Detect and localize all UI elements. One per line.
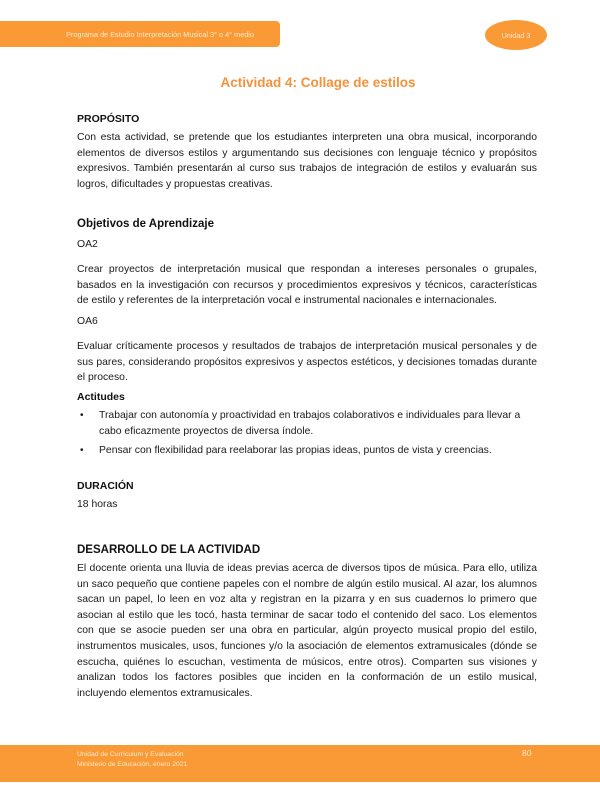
actitud-text: Trabajar con autonomía y proactividad en trabajos colaborativos e individuales para llevar a cabo eficazmente proyectos de diversa índole. — [99, 410, 521, 437]
footer-line-2: Ministerio de Educación, enero 2021 — [77, 761, 188, 768]
desarrollo-heading: DESARROLLO DE LA ACTIVIDAD — [77, 544, 261, 556]
bullet-icon: • — [80, 445, 84, 457]
footer-line-1: Unidad de Currículum y Evaluación — [77, 751, 184, 758]
proposito-text: Con esta actividad, se pretende que los estudiantes interpreten una obra musical, incorporando elementos de diversos estilos y argumentando sus decisiones con lenguaje técnico y propósitos expresivos. También presentarán al curso sus trabajos de integración de estilos y evaluarán sus logros, dificultades y propuestas creativas. — [77, 132, 537, 190]
bullet-icon: • — [80, 410, 84, 421]
list-item — [77, 443, 537, 459]
page-title: Actividad 4: Collage de estilos — [220, 75, 416, 90]
oa6-code: OA6 — [77, 316, 98, 327]
oa6-text: Evaluar críticamente procesos y resultados de trabajos de interpretación musical personales y de sus pares, considerando propósitos expresivos y aspectos estéticos, y decisiones tomadas durante el proceso. — [77, 341, 537, 384]
duracion-value: 18 horas — [77, 499, 118, 510]
program-title: Programa de Estudio Interpretación Musical 3° o 4° medio — [66, 29, 254, 39]
oa2-code: OA2 — [77, 239, 98, 250]
footer-bar — [0, 745, 600, 782]
unit-badge — [485, 20, 547, 50]
proposito-heading: PROPÓSITO — [77, 113, 140, 125]
actitudes-list — [77, 408, 537, 463]
duracion-heading: DURACIÓN — [77, 480, 134, 492]
footer-credits — [77, 750, 187, 770]
objetivos-heading: Objetivos de Aprendizaje — [77, 218, 214, 230]
list-item — [77, 408, 537, 439]
actitudes-heading: Actitudes — [77, 391, 125, 403]
desarrollo-text: El docente orienta una lluvia de ideas previas acerca de diversos tipos de música. Para ello, utiliza un saco pequeño que contiene papeles con el nombre de algún estilo musical. Al azar, los alumnos sacan un papel, lo leen en voz alta y registran en la pizarra y en sus cuadernos lo primero que asocian al estilo que les tocó, hasta terminar de sacar todo el contenido del saco. Los elementos con que se asocie pueden ser una obra en particular, algún proyecto musical propio del estilo, instrumentos musicales, usos, funciones y/o la asociación de elementos extramusicales (dónde se escucha, quiénes lo escuchan, vestimenta de músicos, entre otros). Comparten sus visiones y analizan todos los factores posibles que inciden en la conformación de un estilo musical, incluyendo elementos extramusicales. — [77, 563, 537, 699]
unit-badge-label: Unidad 3 — [501, 30, 531, 40]
page-number: 80 — [522, 748, 532, 758]
oa2-text: Crear proyectos de interpretación musical que respondan a intereses personales o grupales, basados en la investigación con recursos y procedimientos expresivos y técnicos, características de estilo y referentes de la interpretación vocal e instrumental nacionales e internacionales. — [77, 264, 537, 307]
header-program-bar — [0, 21, 280, 47]
actitud-text: Pensar con flexibilidad para reelaborar las propias ideas, puntos de vista y creencias. — [99, 445, 492, 457]
